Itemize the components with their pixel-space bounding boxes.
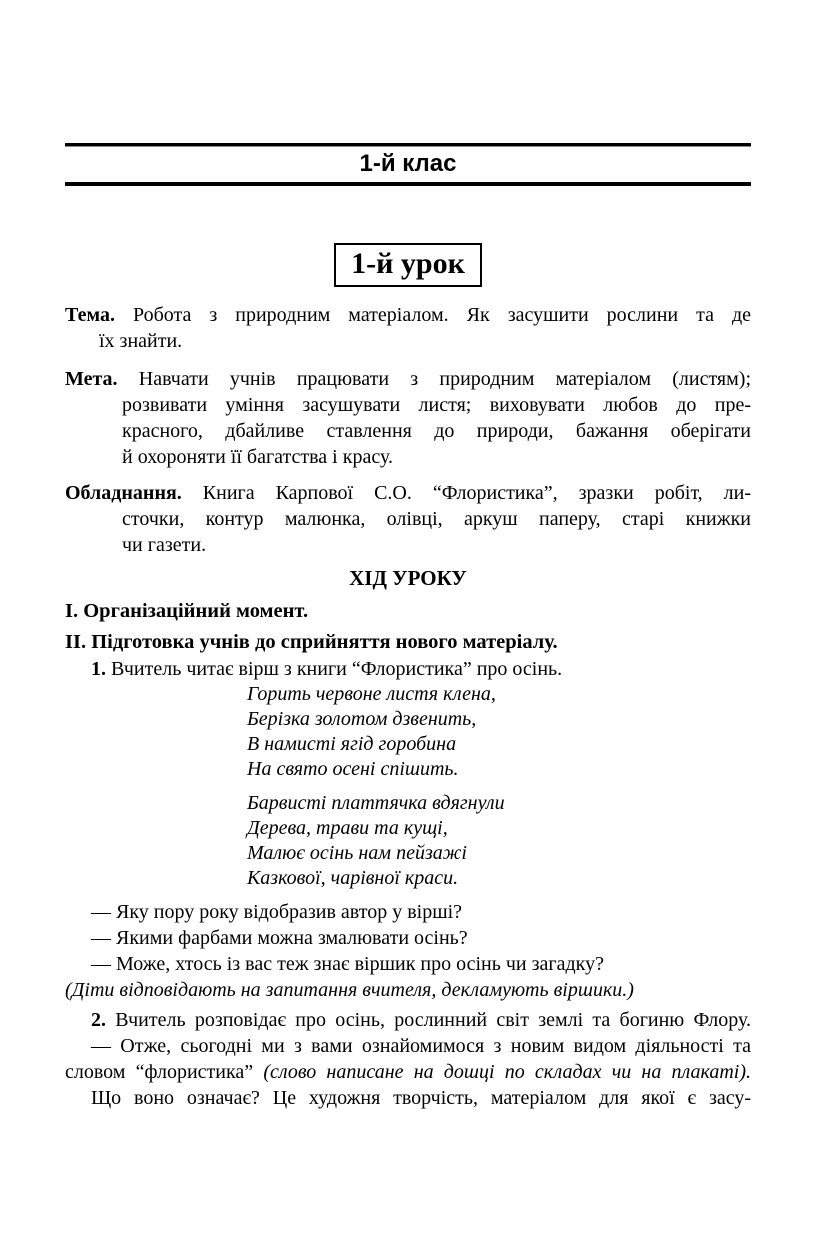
text-line: розвивати уміння засушувати листя; виховувати любов до пре- (122, 394, 751, 416)
paragraph-obladnannya (65, 480, 751, 558)
meta-label: Мета. (65, 368, 118, 390)
text-line: — Отже, сьогодні ми з вами ознайомимося з новим видом діяльності та (91, 1035, 751, 1057)
text-line: сточки, контур малюнка, олівці, аркуш паперу, старі книжки (122, 508, 751, 530)
poem-line: Казкової, чарівної краси. (247, 867, 459, 889)
section-heading-2: II. Підготовка учнів до сприйняття нового матеріалу. (65, 631, 558, 653)
text-line: їх знайти. (99, 330, 183, 352)
text-line: красного, дбайливе ставлення до природи, бажання оберігати (122, 420, 751, 442)
item1-text: Вчитель читає вірш з книги “Флористика” про осінь. (111, 658, 563, 680)
item2-text: Вчитель розповідає про осінь, рослинний світ землі та богиню Флору. (115, 1009, 751, 1031)
item2-number: 2. (91, 1009, 106, 1031)
meta-text: Навчати учнів працювати з природним матеріалом (листям); (138, 368, 751, 390)
item1-number: 1. (91, 658, 106, 680)
page-content (65, 143, 751, 1111)
poem-line: В намисті ягід горобина (247, 733, 457, 755)
lesson-title-box (334, 243, 482, 287)
question-line: — Може, хтось із вас теж знає віршик про осінь чи загадку? (91, 953, 604, 975)
poem-line: На свято осені спішить. (247, 758, 459, 780)
text-line: Що воно означає? Це художня творчість, матеріалом для якої є засу- (91, 1087, 751, 1109)
section-heading-1: I. Організаційний момент. (65, 600, 309, 622)
lesson-box-row (65, 243, 751, 287)
class-header-band (65, 143, 751, 186)
poem-line: Дерева, трави та кущі, (247, 817, 448, 839)
text-line (65, 1059, 751, 1085)
list-item-1 (65, 656, 751, 682)
text-line (65, 480, 751, 506)
item2-plain-text: словом “флористика” (65, 1061, 254, 1083)
teacher-questions (65, 899, 751, 1003)
lesson-title: 1-й урок (351, 247, 465, 280)
text-line (65, 366, 751, 392)
list-item-2 (65, 1007, 751, 1111)
class-header-title: 1-й клас (359, 150, 457, 177)
poem-line: Барвисті платтячка вдягнули (247, 792, 505, 814)
question-line: — Якими фарбами можна змалювати осінь? (91, 927, 468, 949)
text-line: й охороняти її багатства і красу. (122, 446, 393, 468)
header-thin-rule (65, 146, 751, 182)
lesson-flow-heading: ХІД УРОКУ (349, 566, 467, 590)
text-line (65, 302, 751, 328)
poem-line: Малює осінь нам пейзажі (247, 842, 467, 864)
obladnannya-text: Книга Карпової С.О. “Флористика”, зразки робіт, ли- (202, 482, 751, 504)
tema-label: Тема. (65, 304, 115, 326)
question-line: — Яку пору року відобразив автор у вірші? (91, 901, 463, 923)
text-line: чи газети. (122, 534, 207, 556)
poem-line: Горить червоне листя клена, (247, 683, 496, 705)
paragraph-tema (65, 302, 751, 354)
poem-stanza-1 (247, 682, 751, 782)
poem-stanza-2 (247, 791, 751, 891)
tema-text: Робота з природним матеріалом. Як засушити рослини та де (132, 304, 751, 326)
text-line (65, 1007, 751, 1033)
paragraph-meta (65, 366, 751, 470)
stage-note: (Діти відповідають на запитання вчителя, декламують віршики.) (65, 979, 634, 1001)
item2-stage-note: (слово написане на дошці по складах чи на плакаті). (263, 1061, 751, 1083)
obladnannya-label: Обладнання. (65, 482, 182, 504)
poem-line: Берізка золотом дзвенить, (247, 708, 477, 730)
